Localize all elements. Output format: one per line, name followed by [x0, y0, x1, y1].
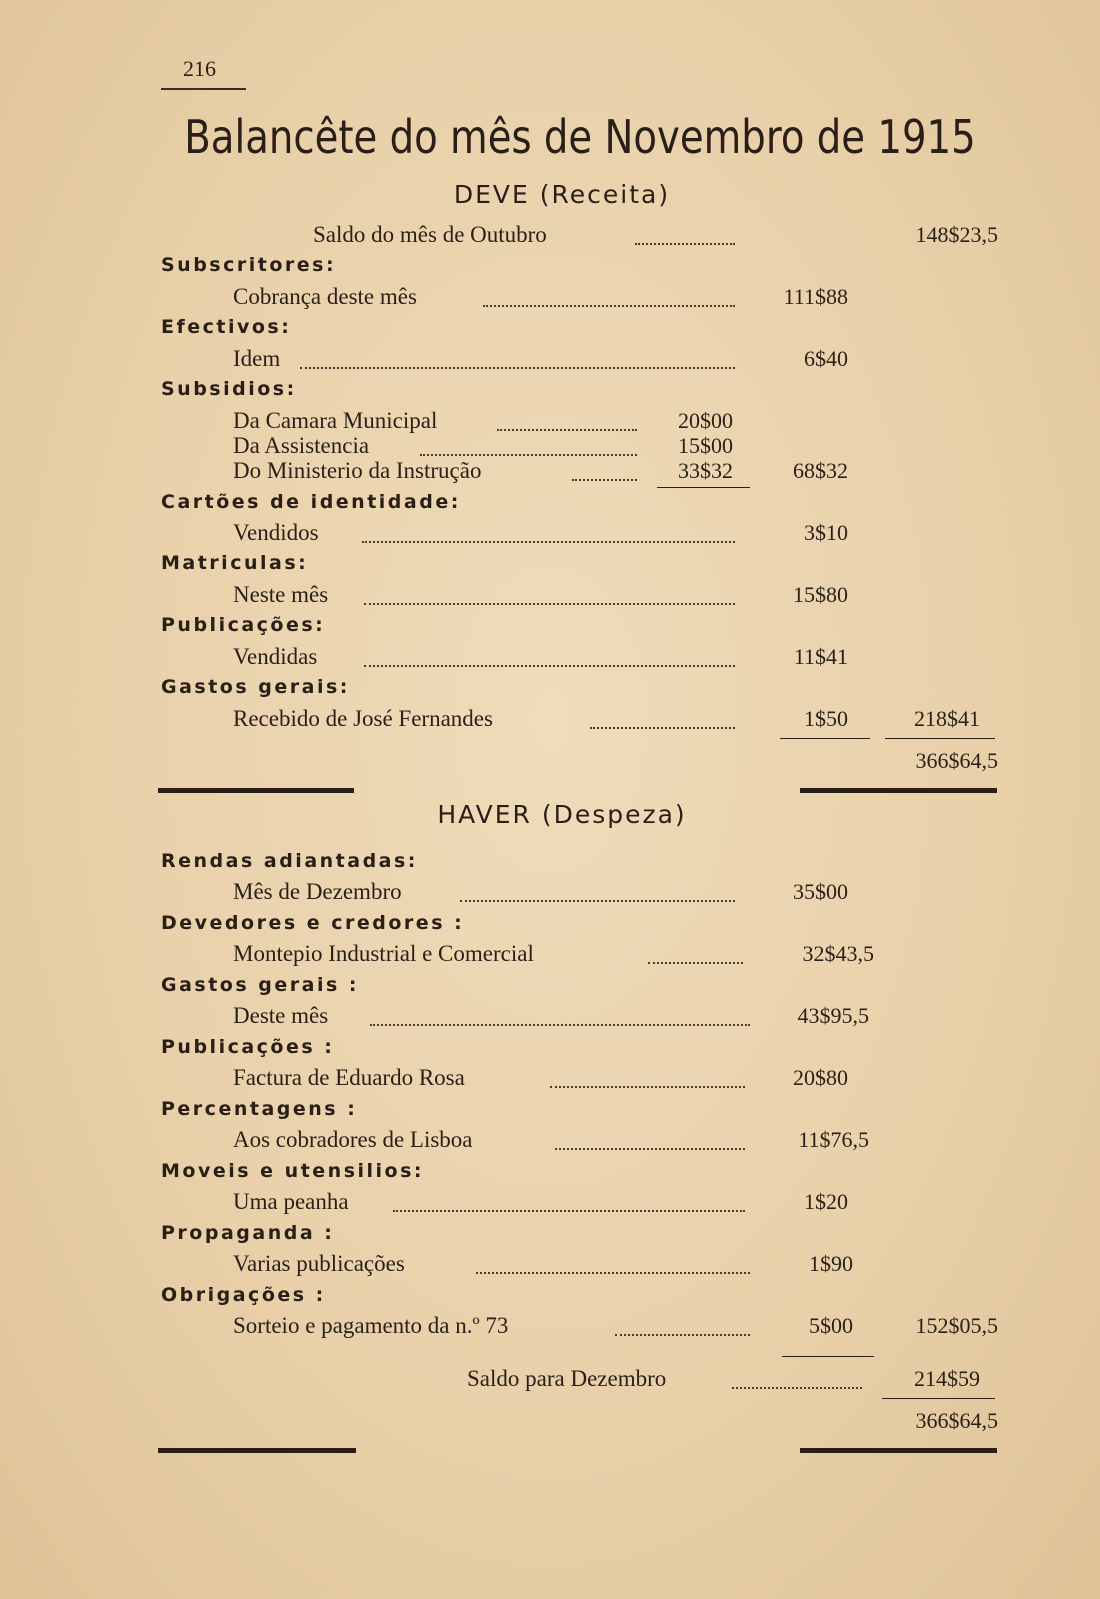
item-value: 5$00 [809, 1313, 853, 1338]
item-label: Da Assistencia [233, 433, 370, 458]
page-number: 216 [183, 56, 216, 81]
subtotal-rule [882, 1398, 995, 1399]
category-subscritores: Subscritores: [161, 254, 337, 276]
item-label: Deste mês [233, 1003, 329, 1028]
leader-dots [483, 305, 735, 307]
item-label: Cobrança deste mês [233, 284, 417, 309]
page-title: Balancête do mês de Novembro de 1915 [184, 110, 976, 164]
item-label: Neste mês [233, 582, 329, 607]
leader-dots [393, 1210, 745, 1212]
item-value: 6$40 [804, 346, 848, 371]
item-value: 20$80 [793, 1065, 848, 1090]
deve-grand-total: 366$64,5 [915, 748, 998, 773]
section-subtotal: 152$05,5 [915, 1313, 998, 1338]
section-end-rule [158, 788, 354, 793]
item-value: 1$50 [804, 706, 848, 731]
item-label: Montepio Industrial e Comercial [233, 941, 534, 966]
haver-heading: HAVER (Despeza) [437, 800, 687, 829]
leader-dots [555, 1148, 745, 1150]
opening-balance-total: 148$23,5 [915, 222, 998, 247]
leader-dots [476, 1272, 750, 1274]
item-label: Recebido de José Fernandes [233, 706, 493, 731]
item-value: 68$32 [793, 458, 848, 483]
leader-dots [648, 962, 743, 964]
category-publicacoes: Publicações : [161, 1036, 335, 1058]
leader-dots [370, 1024, 750, 1026]
item-value: 15$80 [793, 582, 848, 607]
leader-dots [590, 727, 735, 729]
category-subsidios: Subsidios: [161, 378, 297, 400]
leader-dots [550, 1086, 745, 1088]
leader-dots [420, 454, 637, 456]
leader-dots [497, 429, 637, 431]
category-cartoes: Cartões de identidade: [161, 491, 461, 513]
item-subvalue: 33$32 [678, 458, 733, 483]
category-propaganda: Propaganda : [161, 1222, 335, 1244]
leader-dots [635, 243, 735, 245]
closing-balance-label: Saldo para Dezembro [467, 1366, 667, 1391]
item-subvalue: 15$00 [678, 433, 733, 458]
item-label: Do Ministerio da Instrução [233, 458, 482, 483]
category-devedores: Devedores e credores : [161, 912, 465, 934]
category-gastos-gerais: Gastos gerais : [161, 974, 359, 996]
item-value: 11$76,5 [798, 1127, 869, 1152]
category-percentagens: Percentagens : [161, 1098, 358, 1120]
category-moveis: Moveis e utensilios: [161, 1160, 424, 1182]
item-label: Aos cobradores de Lisboa [233, 1127, 473, 1152]
deve-heading: DEVE (Receita) [453, 180, 671, 209]
section-end-rule [158, 1448, 356, 1453]
subtotal-rule [782, 1356, 874, 1357]
item-value: 43$95,5 [797, 1003, 869, 1028]
item-label: Vendidos [233, 520, 319, 545]
section-end-rule [800, 788, 997, 793]
item-label: Vendidas [233, 644, 318, 669]
item-value: 1$20 [804, 1189, 848, 1214]
opening-balance-label: Saldo do mês de Outubro [313, 222, 547, 247]
item-label: Sorteio e pagamento da n.º 73 [233, 1313, 509, 1338]
category-obrigacoes: Obrigações : [161, 1284, 326, 1306]
subtotal-rule [885, 738, 995, 739]
category-matriculas: Matriculas: [161, 552, 309, 574]
item-value: 32$43,5 [802, 941, 874, 966]
leader-dots [615, 1334, 750, 1336]
item-value: 35$00 [793, 879, 848, 904]
leader-dots [364, 603, 735, 605]
item-value: 1$90 [809, 1251, 853, 1276]
item-value: 3$10 [804, 520, 848, 545]
subtotal-rule [780, 738, 870, 739]
category-rendas: Rendas adiantadas: [161, 850, 418, 872]
item-value: 111$88 [783, 284, 848, 309]
item-value: 11$41 [793, 644, 848, 669]
subtotal-rule [657, 487, 750, 488]
page-number-rule [161, 88, 246, 90]
leader-dots [362, 541, 735, 543]
leader-dots [732, 1387, 862, 1389]
section-end-rule [800, 1448, 997, 1453]
item-label: Factura de Eduardo Rosa [233, 1065, 465, 1090]
item-label: Varias publicações [233, 1251, 405, 1276]
item-label: Idem [233, 346, 281, 371]
leader-dots [300, 367, 735, 369]
item-subvalue: 20$00 [678, 408, 733, 433]
section-subtotal: 218$41 [914, 706, 980, 731]
leader-dots [572, 479, 637, 481]
item-label: Mês de Dezembro [233, 879, 402, 904]
category-publicacoes: Publicações: [161, 614, 326, 636]
haver-grand-total: 366$64,5 [915, 1408, 998, 1433]
leader-dots [460, 900, 735, 902]
leader-dots [364, 665, 735, 667]
category-efectivos: Efectivos: [161, 316, 292, 338]
closing-balance-total: 214$59 [914, 1366, 980, 1391]
item-label: Da Camara Municipal [233, 408, 438, 433]
category-gastos-gerais: Gastos gerais: [161, 676, 350, 698]
item-label: Uma peanha [233, 1189, 349, 1214]
